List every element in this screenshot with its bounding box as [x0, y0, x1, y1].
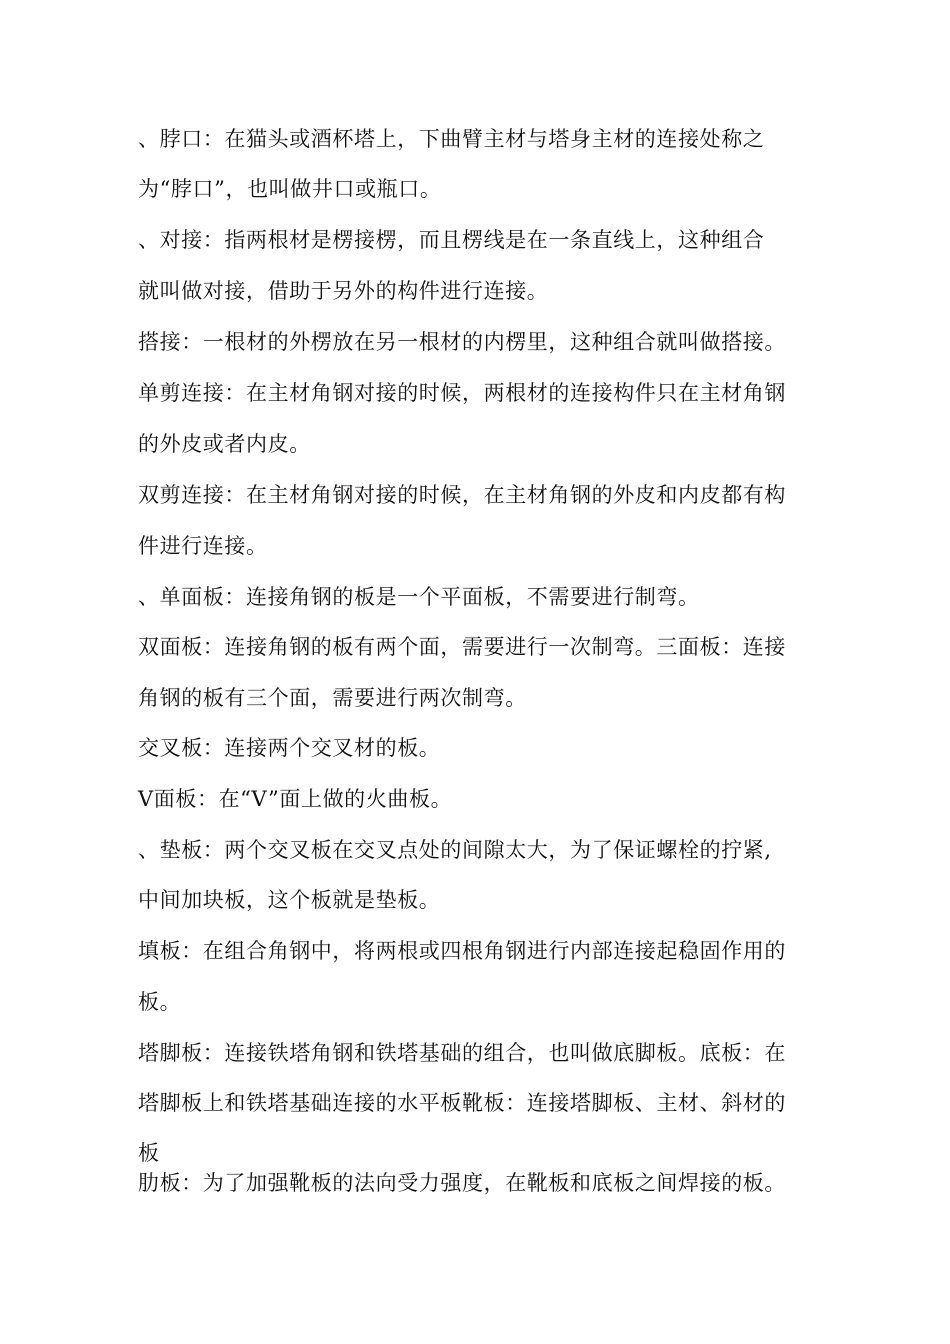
text-line: 角钢的板有三个面，需要进行两次制弯。	[138, 686, 527, 710]
text-line: 交叉板：连接两个交叉材的板。	[138, 736, 441, 760]
text-line: 板。	[138, 990, 182, 1014]
text-line: 、脖口：在猫头或酒杯塔上，下曲臂主材与塔身主材的连接处称之	[138, 127, 765, 151]
text-line: 搭接：一根材的外楞放在另一根材的内楞里，这种组合就叫做搭接。	[138, 330, 786, 354]
text-line: V面板：在“V”面上做的火曲板。	[138, 787, 453, 811]
text-line: 塔脚板：连接铁塔角钢和铁塔基础的组合，也叫做底脚板。底板：在	[138, 1041, 786, 1065]
text-line: 板	[138, 1141, 160, 1165]
text-line: 肋板：为了加强靴板的法向受力强度，在靴板和底板之间焊接的板。	[138, 1171, 786, 1195]
text-line: 就叫做对接，借助于另外的构件进行连接。	[138, 279, 549, 303]
text-line: 、垫板：两个交叉板在交叉点处的间隙太大，为了保证螺栓的拧紧,	[138, 838, 772, 862]
text-line: 的外皮或者内皮。	[138, 432, 311, 456]
text-line: 件进行连接。	[138, 534, 268, 558]
text-line: 中间加块板，这个板就是垫板。	[138, 888, 441, 912]
text-line: 双面板：连接角钢的板有两个面，需要进行一次制弯。三面板：连接	[138, 635, 786, 659]
text-line: 填板：在组合角钢中，将两根或四根角钢进行内部连接起稳固作用的	[138, 939, 786, 963]
text-line: 双剪连接：在主材角钢对接的时候，在主材角钢的外皮和内皮都有构	[138, 483, 786, 507]
text-line: 、对接：指两根材是楞接楞，而且楞线是在一条直线上，这种组合	[138, 228, 765, 252]
text-line: 单剪连接：在主材角钢对接的时候，两根材的连接构件只在主材角钢	[138, 381, 786, 405]
text-line: 、单面板：连接角钢的板是一个平面板，不需要进行制弯。	[138, 585, 700, 609]
text-line: 塔脚板上和铁塔基础连接的水平板靴板：连接塔脚板、主材、斜材的	[138, 1091, 786, 1115]
text-line: 为“脖口”，也叫做井口或瓶口。	[138, 177, 442, 201]
